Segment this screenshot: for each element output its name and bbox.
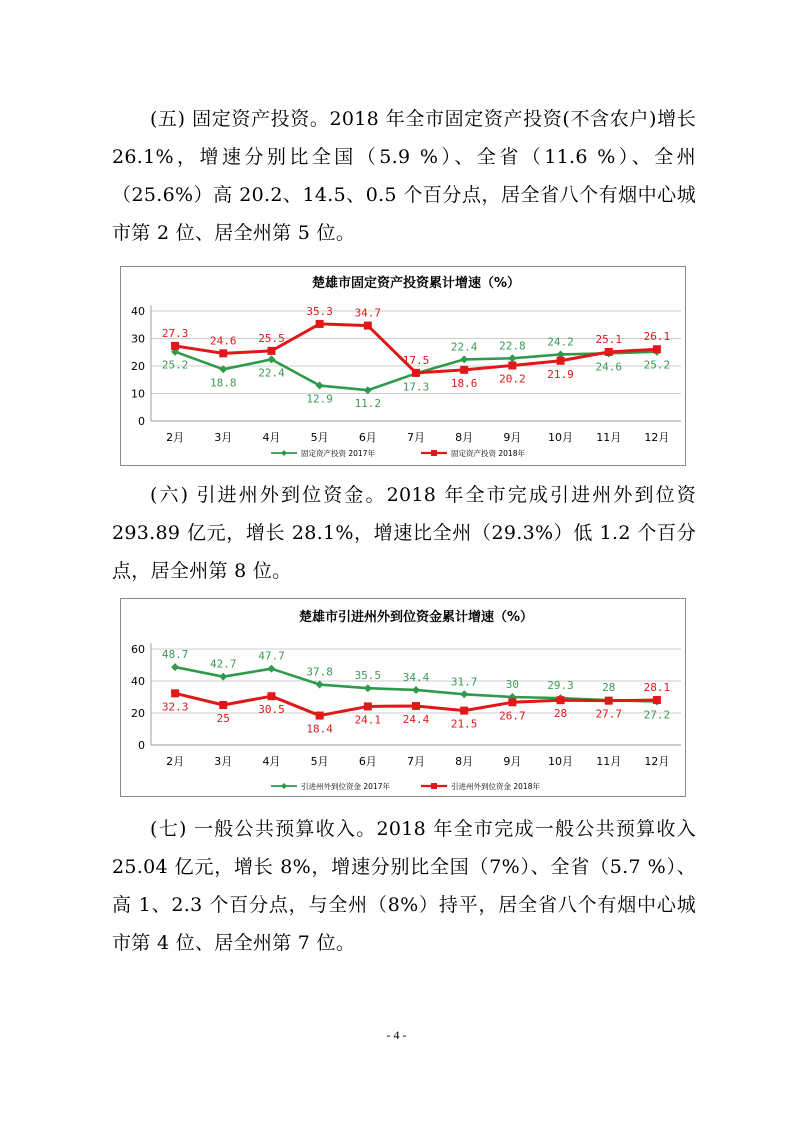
x-tick-label: 4月 [262, 755, 281, 768]
data-point-square [267, 347, 275, 355]
chart-title: 楚雄市固定资产投资累计增速（%） [311, 276, 521, 291]
data-point-square [364, 322, 372, 330]
x-tick-label: 10月 [548, 431, 574, 444]
chart-svg [121, 267, 685, 465]
data-label: 22.4 [450, 340, 478, 354]
x-tick-label: 3月 [214, 431, 233, 444]
data-label: 30 [505, 678, 519, 691]
x-tick-label: 5月 [310, 431, 329, 444]
x-tick-label: 3月 [214, 755, 233, 768]
data-label: 27.3 [161, 326, 189, 340]
data-label: 26.7 [499, 709, 526, 723]
data-point-square [557, 696, 565, 704]
data-label: 34.4 [402, 670, 430, 684]
data-label: 35.5 [354, 669, 382, 683]
data-label: 29.3 [547, 679, 574, 693]
y-tick-label: 30 [131, 332, 145, 346]
data-label: 32.3 [161, 700, 189, 714]
data-label: 24.1 [354, 713, 382, 727]
data-label: 18.6 [450, 376, 478, 390]
data-label: 25 [216, 712, 230, 725]
data-label: 24.2 [547, 335, 574, 349]
data-label: 31.7 [450, 675, 478, 689]
x-tick-label: 7月 [407, 431, 425, 444]
data-point-diamond [508, 354, 516, 362]
data-point-square [219, 349, 227, 357]
data-point-square [267, 692, 275, 700]
data-point-square [171, 342, 179, 350]
legend-marker-square [431, 783, 437, 789]
data-label: 17.3 [402, 380, 430, 394]
data-label: 21.9 [547, 367, 574, 381]
y-tick-label: 60 [131, 643, 145, 656]
data-label: 20.2 [499, 372, 526, 386]
x-tick-label: 12月 [644, 431, 670, 444]
y-tick-label: 40 [131, 305, 145, 318]
data-label: 25.2 [643, 358, 671, 372]
data-label: 34.7 [354, 306, 382, 320]
data-point-square [605, 697, 613, 705]
y-tick-label: 0 [138, 415, 145, 428]
data-point-square [605, 348, 613, 356]
data-label: 48.7 [161, 648, 189, 662]
data-label: 22.4 [258, 366, 285, 380]
data-point-square [508, 698, 516, 706]
x-tick-label: 2月 [166, 431, 185, 444]
x-tick-label: 6月 [358, 431, 377, 444]
data-point-square [412, 702, 420, 710]
data-label: 18.4 [306, 722, 333, 736]
data-point-diamond [364, 386, 372, 394]
data-label: 24.6 [210, 334, 237, 348]
legend-label: 引进州外到位资金 2018年 [451, 782, 540, 791]
legend-label: 固定资产投资 2017年 [301, 449, 375, 458]
data-point-square [364, 702, 372, 710]
chart-title: 楚雄市引进州外到位资金累计增速（%） [298, 610, 534, 625]
y-tick-label: 20 [131, 707, 145, 720]
data-label: 26.1 [643, 330, 671, 344]
legend-marker-diamond [281, 783, 287, 789]
data-label: 28.1 [643, 681, 671, 695]
data-label: 27.7 [595, 707, 622, 721]
page-number: - 4 - [386, 1028, 407, 1042]
data-label: 18.8 [210, 376, 237, 390]
chart-fixed-asset-investment [120, 266, 686, 466]
x-tick-label: 9月 [503, 755, 522, 768]
x-tick-label: 11月 [596, 755, 622, 768]
chart-svg [121, 599, 685, 796]
paragraph-external-funds [112, 476, 696, 590]
data-label: 25.1 [595, 332, 622, 346]
data-label: 11.2 [354, 397, 382, 411]
x-tick-label: 7月 [407, 755, 425, 768]
data-point-square [557, 357, 565, 365]
data-point-square [508, 361, 516, 369]
data-point-diamond [460, 355, 468, 363]
data-point-square [219, 701, 227, 709]
data-label: 42.7 [210, 657, 237, 671]
data-label: 28 [553, 707, 568, 721]
paragraph-fixed-asset-investment [112, 100, 696, 252]
data-point-square [316, 320, 324, 328]
data-label: 24.6 [595, 360, 622, 374]
data-point-square [653, 345, 661, 353]
paragraph-text: (五) 固定资产投资。2018 年全市固定资产投资(不含农户)增长 26.1%，增速分别比全国（5.9 %）、全省（11.6 %）、全州（25.6%）高 20.2、14.5、0.5 个百分点，居全省八个有烟中心城市第 2 位、居全州第 5 位。 [112, 108, 696, 244]
data-label: 24.4 [402, 712, 430, 726]
data-point-square [653, 696, 661, 704]
x-tick-label: 12月 [644, 755, 670, 768]
x-tick-label: 9月 [503, 431, 522, 444]
data-label: 22.8 [499, 339, 526, 353]
x-tick-label: 8月 [455, 431, 474, 444]
data-label: 25.2 [161, 358, 189, 372]
x-tick-label: 6月 [358, 755, 377, 768]
y-tick-label: 10 [131, 387, 145, 401]
legend-label: 引进州外到位资金 2017年 [301, 782, 390, 791]
data-label: 21.5 [450, 717, 478, 731]
data-point-square [460, 707, 468, 715]
data-label: 28 [602, 681, 616, 695]
y-tick-label: 20 [131, 360, 145, 373]
data-point-diamond [219, 365, 227, 373]
x-tick-label: 4月 [262, 431, 281, 444]
data-label: 17.5 [402, 353, 430, 367]
legend-label: 固定资产投资 2018年 [451, 449, 525, 458]
data-point-diamond [219, 673, 227, 681]
data-point-diamond [267, 665, 275, 673]
legend-marker-diamond [281, 450, 287, 456]
x-tick-label: 2月 [166, 755, 185, 768]
data-point-diamond [316, 681, 324, 689]
x-tick-label: 10月 [548, 755, 574, 768]
data-point-square [171, 689, 179, 697]
chart-external-funds [120, 598, 686, 797]
data-label: 35.3 [306, 304, 333, 318]
data-point-square [316, 712, 324, 720]
x-tick-label: 5月 [310, 755, 329, 768]
data-point-diamond [460, 690, 468, 698]
data-point-diamond [364, 684, 372, 692]
x-tick-label: 11月 [596, 431, 622, 444]
y-tick-label: 40 [131, 675, 145, 688]
paragraph-public-budget-revenue [112, 810, 696, 962]
data-point-square [412, 369, 420, 377]
legend-marker-square [431, 450, 437, 456]
data-label: 30.5 [258, 703, 285, 717]
paragraph-text: (七) 一般公共预算收入。2018 年全市完成一般公共预算收入 25.04 亿元，增长 8%，增速分别比全国（7%）、全省（5.7 %）、高 1、2.3 个百分点，与全州（8%）持平，居全省八个有烟中心城市第 4 位、居全州第 7 位。 [112, 818, 696, 954]
data-label: 25.5 [258, 331, 285, 345]
data-label: 47.7 [258, 649, 285, 663]
data-point-square [460, 366, 468, 374]
x-tick-label: 8月 [455, 755, 474, 768]
data-label: 37.8 [306, 665, 333, 679]
paragraph-text: (六) 引进州外到位资金。2018 年全市完成引进州外到位资 293.89 亿元，增长 28.1%，增速比全州（29.3%）低 1.2 个百分点，居全州第 8 位。 [112, 484, 696, 582]
data-point-diamond [412, 686, 420, 694]
data-label: 12.9 [306, 392, 333, 406]
data-label: 27.2 [643, 708, 671, 722]
data-point-diamond [171, 663, 179, 671]
y-tick-label: 0 [138, 739, 145, 752]
